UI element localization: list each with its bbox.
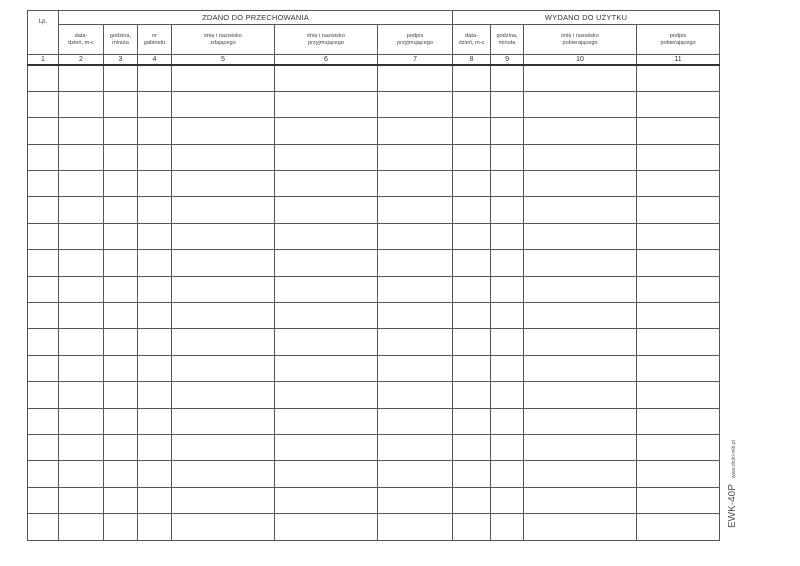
blank-cell[interactable] <box>59 329 104 355</box>
blank-cell[interactable] <box>138 434 172 460</box>
blank-cell[interactable] <box>138 250 172 276</box>
blank-cell[interactable] <box>378 223 453 249</box>
column-header <box>59 25 104 55</box>
form-code: EWK-40P <box>727 484 738 528</box>
table-row <box>28 461 720 487</box>
blank-cell[interactable] <box>637 65 720 92</box>
blank-cell[interactable] <box>378 461 453 487</box>
blank-cell[interactable] <box>172 223 275 249</box>
blank-cell[interactable] <box>491 276 524 302</box>
blank-cell[interactable] <box>275 144 378 170</box>
blank-cell[interactable] <box>59 171 104 197</box>
blank-cell[interactable] <box>138 461 172 487</box>
blank-cell[interactable] <box>275 65 378 92</box>
blank-cell[interactable] <box>491 91 524 117</box>
column-number: 8 <box>453 55 491 65</box>
blank-cell[interactable] <box>104 276 138 302</box>
blank-cell[interactable] <box>172 487 275 513</box>
blank-cell[interactable] <box>275 171 378 197</box>
column-header-line2: przyjmującego <box>307 39 345 46</box>
blank-cell[interactable] <box>172 408 275 434</box>
blank-cell[interactable] <box>378 91 453 117</box>
column-header-line1: data- <box>74 32 88 39</box>
column-number: 7 <box>378 55 453 65</box>
column-header <box>637 25 720 55</box>
blank-cell[interactable] <box>172 382 275 408</box>
column-number: 4 <box>138 55 172 65</box>
column-header-line2: pobierającego <box>562 39 598 46</box>
column-header-line1: godzina, <box>496 32 518 39</box>
blank-cell[interactable] <box>28 171 59 197</box>
blank-cell[interactable] <box>104 171 138 197</box>
blank-cell[interactable] <box>491 223 524 249</box>
blank-cell[interactable] <box>378 303 453 329</box>
blank-cell[interactable] <box>275 91 378 117</box>
blank-cell[interactable] <box>453 171 491 197</box>
blank-cell[interactable] <box>138 91 172 117</box>
blank-cell[interactable] <box>275 382 378 408</box>
blank-cell[interactable] <box>637 118 720 144</box>
blank-cell[interactable] <box>172 65 275 92</box>
blank-cell[interactable] <box>453 65 491 92</box>
column-number-row <box>28 55 720 65</box>
blank-cell[interactable] <box>453 197 491 223</box>
blank-cell[interactable] <box>275 461 378 487</box>
blank-cell[interactable] <box>59 65 104 92</box>
blank-cell[interactable] <box>637 355 720 381</box>
blank-cell[interactable] <box>491 461 524 487</box>
blank-cell[interactable] <box>524 223 637 249</box>
blank-cell[interactable] <box>491 382 524 408</box>
website-label: www.druki-mlb.pl <box>731 440 737 479</box>
column-header <box>378 25 453 55</box>
table-row <box>28 434 720 460</box>
table-row <box>28 118 720 144</box>
blank-cell[interactable] <box>28 329 59 355</box>
header-lp: Lp. <box>28 11 59 55</box>
blank-cell[interactable] <box>275 223 378 249</box>
blank-cell[interactable] <box>637 276 720 302</box>
blank-cell[interactable] <box>59 434 104 460</box>
blank-cell[interactable] <box>524 65 637 92</box>
blank-cell[interactable] <box>104 118 138 144</box>
column-header-line1: data- <box>465 32 478 39</box>
blank-cell[interactable] <box>524 276 637 302</box>
column-header <box>275 25 378 55</box>
blank-cell[interactable] <box>59 91 104 117</box>
blank-cell[interactable] <box>59 223 104 249</box>
blank-cell[interactable] <box>28 250 59 276</box>
blank-cell[interactable] <box>378 276 453 302</box>
blank-cell[interactable] <box>491 250 524 276</box>
table-row <box>28 514 720 540</box>
blank-cell[interactable] <box>59 144 104 170</box>
blank-cell[interactable] <box>524 250 637 276</box>
blank-cell[interactable] <box>275 250 378 276</box>
blank-cell[interactable] <box>637 91 720 117</box>
table-row <box>28 197 720 223</box>
blank-cell[interactable] <box>524 91 637 117</box>
blank-cell[interactable] <box>453 276 491 302</box>
blank-cell[interactable] <box>104 355 138 381</box>
blank-cell[interactable] <box>104 223 138 249</box>
column-header-line1: godzina, <box>109 32 132 39</box>
column-header-line1: nr <box>152 32 157 39</box>
table-row <box>28 382 720 408</box>
blank-cell[interactable] <box>104 197 138 223</box>
blank-cell[interactable] <box>637 250 720 276</box>
column-number: 9 <box>491 55 524 65</box>
blank-cell[interactable] <box>275 329 378 355</box>
blank-cell[interactable] <box>637 487 720 513</box>
column-header <box>138 25 172 55</box>
table-row <box>28 276 720 302</box>
blank-cell[interactable] <box>275 197 378 223</box>
blank-cell[interactable] <box>172 276 275 302</box>
blank-cell[interactable] <box>104 303 138 329</box>
blank-cell[interactable] <box>491 303 524 329</box>
blank-cell[interactable] <box>524 382 637 408</box>
column-header-line1: imię i nazwisko <box>204 32 242 39</box>
blank-cell[interactable] <box>524 144 637 170</box>
blank-cell[interactable] <box>524 171 637 197</box>
column-number: 5 <box>172 55 275 65</box>
blank-cell[interactable] <box>59 197 104 223</box>
blank-cell[interactable] <box>637 144 720 170</box>
blank-cell[interactable] <box>524 514 637 540</box>
blank-cell[interactable] <box>637 223 720 249</box>
table-row <box>28 91 720 117</box>
blank-cell[interactable] <box>491 408 524 434</box>
blank-cell[interactable] <box>524 355 637 381</box>
blank-cell[interactable] <box>524 197 637 223</box>
blank-cell[interactable] <box>491 65 524 92</box>
blank-cell[interactable] <box>275 303 378 329</box>
table-row <box>28 487 720 513</box>
blank-cell[interactable] <box>453 434 491 460</box>
blank-cell[interactable] <box>378 382 453 408</box>
blank-cell[interactable] <box>28 197 59 223</box>
table-row <box>28 250 720 276</box>
blank-cell[interactable] <box>378 487 453 513</box>
blank-cell[interactable] <box>524 118 637 144</box>
column-number: 11 <box>637 55 720 65</box>
column-number: 2 <box>59 55 104 65</box>
blank-cell[interactable] <box>378 144 453 170</box>
blank-cell[interactable] <box>378 355 453 381</box>
blank-cell[interactable] <box>637 514 720 540</box>
blank-cell[interactable] <box>28 461 59 487</box>
blank-cell[interactable] <box>28 487 59 513</box>
blank-cell[interactable] <box>491 197 524 223</box>
blank-cell[interactable] <box>491 171 524 197</box>
blank-cell[interactable] <box>172 118 275 144</box>
blank-cell[interactable] <box>453 461 491 487</box>
blank-cell[interactable] <box>138 329 172 355</box>
blank-cell[interactable] <box>172 329 275 355</box>
blank-cell[interactable] <box>378 197 453 223</box>
column-header-line2: minuta <box>498 39 516 46</box>
blank-cell[interactable] <box>104 250 138 276</box>
blank-cell[interactable] <box>524 434 637 460</box>
form-body <box>28 65 720 541</box>
group-header-deposited: ZDANO DO PRZECHOWANIA <box>59 11 453 25</box>
blank-cell[interactable] <box>104 461 138 487</box>
blank-cell[interactable] <box>453 144 491 170</box>
blank-cell[interactable] <box>28 118 59 144</box>
blank-cell[interactable] <box>138 408 172 434</box>
blank-cell[interactable] <box>28 276 59 302</box>
blank-cell[interactable] <box>378 408 453 434</box>
table-row <box>28 329 720 355</box>
blank-cell[interactable] <box>491 144 524 170</box>
blank-cell[interactable] <box>453 223 491 249</box>
column-header <box>453 25 491 55</box>
blank-cell[interactable] <box>138 303 172 329</box>
blank-cell[interactable] <box>138 355 172 381</box>
blank-cell[interactable] <box>637 303 720 329</box>
blank-cell[interactable] <box>138 223 172 249</box>
blank-cell[interactable] <box>524 408 637 434</box>
blank-cell[interactable] <box>378 250 453 276</box>
column-header-line2: gabinetu <box>143 39 166 46</box>
blank-cell[interactable] <box>138 171 172 197</box>
blank-cell[interactable] <box>491 118 524 144</box>
blank-cell[interactable] <box>104 487 138 513</box>
blank-cell[interactable] <box>453 487 491 513</box>
blank-cell[interactable] <box>138 197 172 223</box>
blank-cell[interactable] <box>275 487 378 513</box>
column-header-line2: dzień, m-c <box>68 39 94 46</box>
blank-cell[interactable] <box>59 487 104 513</box>
blank-cell[interactable] <box>524 303 637 329</box>
blank-cell[interactable] <box>28 355 59 381</box>
blank-cell[interactable] <box>637 461 720 487</box>
blank-cell[interactable] <box>28 303 59 329</box>
column-header-line2: minuta <box>112 39 129 46</box>
blank-cell[interactable] <box>172 144 275 170</box>
group-header-issued: WYDANO DO UŻYTKU <box>453 11 720 25</box>
blank-cell[interactable] <box>275 355 378 381</box>
blank-cell[interactable] <box>104 382 138 408</box>
column-header-line2: przyjmującego <box>396 39 434 46</box>
blank-cell[interactable] <box>104 434 138 460</box>
blank-cell[interactable] <box>138 382 172 408</box>
subheader-row <box>28 25 720 55</box>
blank-cell[interactable] <box>28 91 59 117</box>
blank-cell[interactable] <box>138 144 172 170</box>
blank-cell[interactable] <box>453 514 491 540</box>
blank-cell[interactable] <box>138 65 172 92</box>
column-header-line1: podpis <box>669 32 687 39</box>
blank-cell[interactable] <box>172 514 275 540</box>
blank-cell[interactable] <box>453 303 491 329</box>
blank-cell[interactable] <box>59 250 104 276</box>
blank-cell[interactable] <box>138 487 172 513</box>
column-header-line1: imię i nazwisko <box>307 32 345 39</box>
blank-cell[interactable] <box>637 382 720 408</box>
table-row <box>28 65 720 92</box>
blank-cell[interactable] <box>378 329 453 355</box>
blank-cell[interactable] <box>28 434 59 460</box>
column-number: 10 <box>524 55 637 65</box>
blank-cell[interactable] <box>28 65 59 92</box>
column-number: 1 <box>28 55 59 65</box>
blank-cell[interactable] <box>378 118 453 144</box>
blank-cell[interactable] <box>59 514 104 540</box>
column-number: 6 <box>275 55 378 65</box>
table-row <box>28 408 720 434</box>
column-header-line2: pobierającego <box>660 39 696 46</box>
blank-cell[interactable] <box>138 118 172 144</box>
blank-cell[interactable] <box>104 408 138 434</box>
blank-cell[interactable] <box>59 303 104 329</box>
blank-cell[interactable] <box>59 408 104 434</box>
blank-cell[interactable] <box>524 329 637 355</box>
blank-cell[interactable] <box>172 250 275 276</box>
blank-cell[interactable] <box>491 329 524 355</box>
blank-cell[interactable] <box>172 461 275 487</box>
blank-cell[interactable] <box>275 276 378 302</box>
blank-cell[interactable] <box>104 514 138 540</box>
blank-cell[interactable] <box>637 408 720 434</box>
column-number: 3 <box>104 55 138 65</box>
blank-cell[interactable] <box>172 171 275 197</box>
blank-cell[interactable] <box>637 197 720 223</box>
blank-cell[interactable] <box>28 514 59 540</box>
blank-cell[interactable] <box>172 355 275 381</box>
blank-cell[interactable] <box>172 197 275 223</box>
form-code-label <box>722 440 740 528</box>
column-header <box>172 25 275 55</box>
blank-cell[interactable] <box>59 355 104 381</box>
blank-cell[interactable] <box>172 303 275 329</box>
blank-cell[interactable] <box>637 434 720 460</box>
blank-cell[interactable] <box>275 514 378 540</box>
blank-cell[interactable] <box>104 65 138 92</box>
blank-cell[interactable] <box>453 355 491 381</box>
blank-cell[interactable] <box>138 514 172 540</box>
blank-cell[interactable] <box>28 382 59 408</box>
blank-cell[interactable] <box>453 118 491 144</box>
blank-cell[interactable] <box>275 118 378 144</box>
column-header <box>524 25 637 55</box>
form-table <box>27 10 720 541</box>
blank-cell[interactable] <box>378 514 453 540</box>
blank-cell[interactable] <box>491 487 524 513</box>
blank-cell[interactable] <box>104 144 138 170</box>
blank-cell[interactable] <box>59 382 104 408</box>
blank-cell[interactable] <box>59 118 104 144</box>
blank-cell[interactable] <box>172 91 275 117</box>
table-row <box>28 171 720 197</box>
table-row <box>28 355 720 381</box>
blank-cell[interactable] <box>104 329 138 355</box>
blank-cell[interactable] <box>453 329 491 355</box>
blank-cell[interactable] <box>275 434 378 460</box>
column-header-line2: zdającego <box>210 39 236 46</box>
blank-cell[interactable] <box>104 91 138 117</box>
blank-cell[interactable] <box>172 434 275 460</box>
table-row <box>28 223 720 249</box>
blank-cell[interactable] <box>28 408 59 434</box>
blank-cell[interactable] <box>491 514 524 540</box>
blank-cell[interactable] <box>28 223 59 249</box>
blank-cell[interactable] <box>637 329 720 355</box>
blank-cell[interactable] <box>524 487 637 513</box>
column-header-line2: dzień, m-c <box>458 39 485 46</box>
blank-cell[interactable] <box>59 276 104 302</box>
column-header <box>104 25 138 55</box>
table-row <box>28 303 720 329</box>
blank-cell[interactable] <box>138 276 172 302</box>
blank-cell[interactable] <box>378 171 453 197</box>
blank-cell[interactable] <box>453 91 491 117</box>
column-header <box>491 25 524 55</box>
blank-cell[interactable] <box>275 408 378 434</box>
blank-cell[interactable] <box>453 382 491 408</box>
blank-cell[interactable] <box>491 355 524 381</box>
blank-cell[interactable] <box>378 65 453 92</box>
blank-cell[interactable] <box>453 250 491 276</box>
column-header-line1: podpis <box>406 32 424 39</box>
blank-cell[interactable] <box>453 408 491 434</box>
blank-cell[interactable] <box>59 461 104 487</box>
blank-cell[interactable] <box>491 434 524 460</box>
column-header-line1: imię i nazwisko <box>561 32 599 39</box>
table-row <box>28 144 720 170</box>
blank-cell[interactable] <box>378 434 453 460</box>
blank-cell[interactable] <box>28 144 59 170</box>
blank-cell[interactable] <box>637 171 720 197</box>
blank-cell[interactable] <box>524 461 637 487</box>
